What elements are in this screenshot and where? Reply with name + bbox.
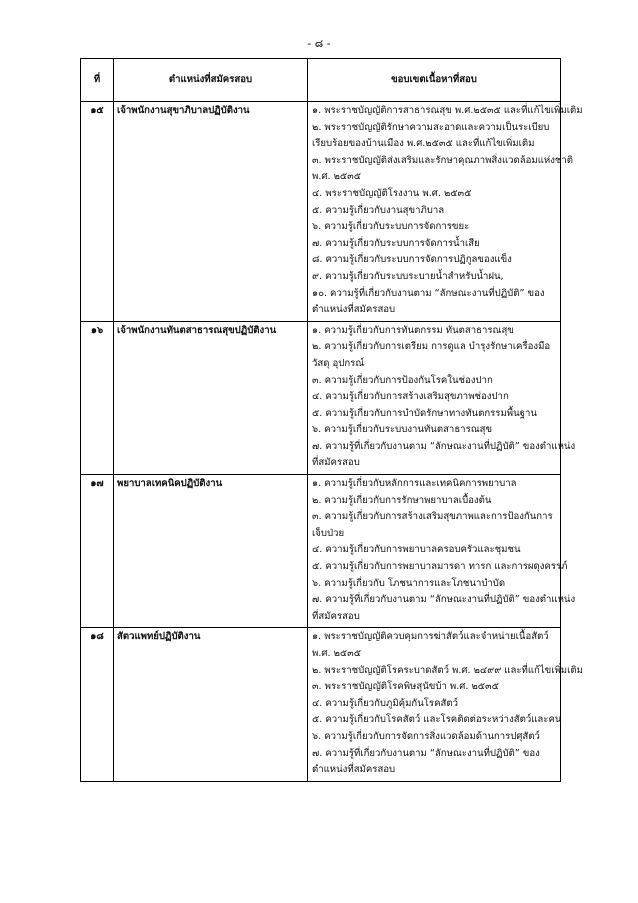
scope-line: ๔. ความรู้เกี่ยวกับภูมิคุ้มกันโรคสัตว์ [312, 697, 458, 709]
scope-line: ๗. ความรู้ที่เกี่ยวกับงานตาม “ลักษณะงานที่ปฏิบัติ” ของตำแหน่ง [312, 440, 576, 452]
scope-line: ๑๐. ความรู้ที่เกี่ยวกับงานตาม “ลักษณะงานที่ปฏิบัติ” ของ [312, 287, 545, 299]
exam-scope-table [80, 58, 583, 782]
scope-line: ๑. ความรู้เกี่ยวกับหลักการและเทคนิคการพยาบาล [312, 478, 517, 490]
header-scope: ขอบเขตเนื้อหาที่สอบ [308, 59, 561, 102]
scope-line: ๕. ความรู้เกี่ยวกับโรคสัตว์ และโรคติดต่อระหว่างสัตว์และคน [312, 714, 562, 726]
row-number: ๑๖ [81, 321, 114, 474]
scope-line: เจ็บป่วย [312, 527, 345, 539]
scope-line: ๓. ความรู้เกี่ยวกับการสร้างเสริมสุขภาพและการป้องกันการ [312, 511, 553, 523]
scope-cell [308, 475, 576, 628]
scope-cell [308, 628, 583, 781]
scope-line: ๗. ความรู้ที่เกี่ยวกับงานตาม “ลักษณะงานที่ปฏิบัติ” ของ [312, 747, 540, 759]
scope-line: ตำแหน่งที่สมัครสอบ [312, 304, 396, 316]
scope-line: ๘. ความรู้เกี่ยวกับระบบการจัดการปฏิกูลของแข็ง [312, 254, 512, 266]
scope-line: ๖. ความรู้เกี่ยวกับระบบการจัดการขยะ [312, 221, 470, 233]
scope-line: ๓. พระราชบัญญัติโรคพิษสุนัขบ้า พ.ศ. ๒๕๓๕ [312, 681, 499, 693]
scope-line: ๙. ความรู้เกี่ยวกับระบบระบายน้ำสำหรับน้ำฝน, [312, 270, 504, 282]
row-number: ๑๕ [81, 102, 114, 322]
position-title: เจ้าพนักงานสุขาภิบาลปฏิบัติงาน [114, 102, 308, 322]
scope-line: ที่สมัครสอบ [312, 457, 360, 469]
scope-line: ตำแหน่งที่สมัครสอบ [312, 764, 396, 776]
scope-line: ๗. ความรู้เกี่ยวกับระบบการจัดการน้ำเสีย [312, 237, 480, 249]
scope-line: ๓. ความรู้เกี่ยวกับการป้องกันโรคในช่องปาก [312, 374, 493, 386]
scope-line: ๖. ความรู้เกี่ยวกับการจัดการสิ่งแวดล้อมด้านการปศุสัตว์ [312, 730, 540, 742]
position-title: พยาบาลเทคนิคปฏิบัติงาน [114, 475, 308, 628]
scope-line: พ.ศ. ๒๕๓๕ [312, 171, 361, 183]
scope-line: ๖. ความรู้เกี่ยวกับระบบงานทันตสาธารณสุข [312, 424, 493, 436]
scope-line: ๑. พระราชบัญญัติการสาธารณสุข พ.ศ.๒๕๓๕ และที่แก้ไขเพิ่มเติม [312, 105, 583, 116]
scope-line: เรียบร้อยของบ้านเมือง พ.ศ.๒๕๓๕ และที่แก้ไขเพิ่มเติม [312, 138, 535, 150]
row-number: ๑๗ [81, 475, 114, 628]
scope-line: ๑. ความรู้เกี่ยวกับการทันตกรรม ทันตสาธารณสุข [312, 324, 514, 336]
page-number: - ๘ - [307, 37, 331, 50]
scope-line: ๕. ความรู้เกี่ยวกับการบำบัดรักษาทางทันตกรรมพื้นฐาน [312, 407, 537, 419]
scope-line: ๕. ความรู้เกี่ยวกับงานสุขาภิบาล [312, 204, 445, 216]
scope-line: วัสดุ อุปกรณ์ [312, 357, 365, 369]
scope-line: ๒. ความรู้เกี่ยวกับการรักษาพยาบาลเบื้องต้น [312, 494, 492, 506]
scope-line: พ.ศ. ๒๕๓๕ [312, 648, 361, 659]
scope-line: ๔. พระราชบัญญัติโรงงาน พ.ศ. ๒๕๓๕ [312, 187, 472, 199]
table-row [81, 475, 561, 628]
position-title: สัตวแพทย์ปฏิบัติงาน [114, 628, 308, 781]
header-position: ตำแหน่งที่สมัครสอบ [114, 59, 308, 102]
table-header-row [81, 59, 561, 102]
table-row [81, 102, 561, 322]
scope-line: ๗. ความรู้ที่เกี่ยวกับงานตาม “ลักษณะงานที่ปฏิบัติ” ของตำแหน่ง [312, 594, 576, 606]
scope-line: ๒. พระราชบัญญัติรักษาความสะอาดและความเป็นระเบียบ [312, 121, 550, 133]
scope-cell [308, 102, 583, 322]
scope-line: ที่สมัครสอบ [312, 610, 360, 622]
scope-line: ๔. ความรู้เกี่ยวกับการพยาบาลครอบครัวและชุมชน [312, 544, 521, 556]
scope-line: ๒. ความรู้เกี่ยวกับการเตรียม การดูแล บำรุงรักษาเครื่องมือ [312, 341, 551, 353]
position-title: เจ้าพนักงานทันตสาธารณสุขปฏิบัติงาน [114, 321, 308, 474]
row-number: ๑๘ [81, 628, 114, 781]
scope-line: ๖. ความรู้เกี่ยวกับ โภชนาการและโภชนาบำบัด [312, 577, 506, 589]
table-row [81, 321, 561, 474]
header-no: ที่ [81, 59, 114, 102]
scope-cell [308, 321, 576, 474]
scope-line: ๓. พระราชบัญญัติส่งเสริมและรักษาคุณภาพสิ่งแวดล้อมแห่งชาติ [312, 154, 574, 166]
scope-line: ๔. ความรู้เกี่ยวกับการสร้างเสริมสุขภาพช่องปาก [312, 391, 509, 403]
scope-line: ๑. พระราชบัญญัติควบคุมการฆ่าสัตว์และจำหน่ายเนื้อสัตว์ [312, 631, 549, 643]
scope-line: ๒. พระราชบัญญัติโรคระบาดสัตว์ พ.ศ. ๒๔๙๙ และที่แก้ไขเพิ่มเติม [312, 664, 583, 676]
table-row [81, 628, 561, 781]
scope-line: ๕. ความรู้เกี่ยวกับการพยาบาลมารดา ทารก และการผดุงครรภ์ [312, 561, 568, 573]
